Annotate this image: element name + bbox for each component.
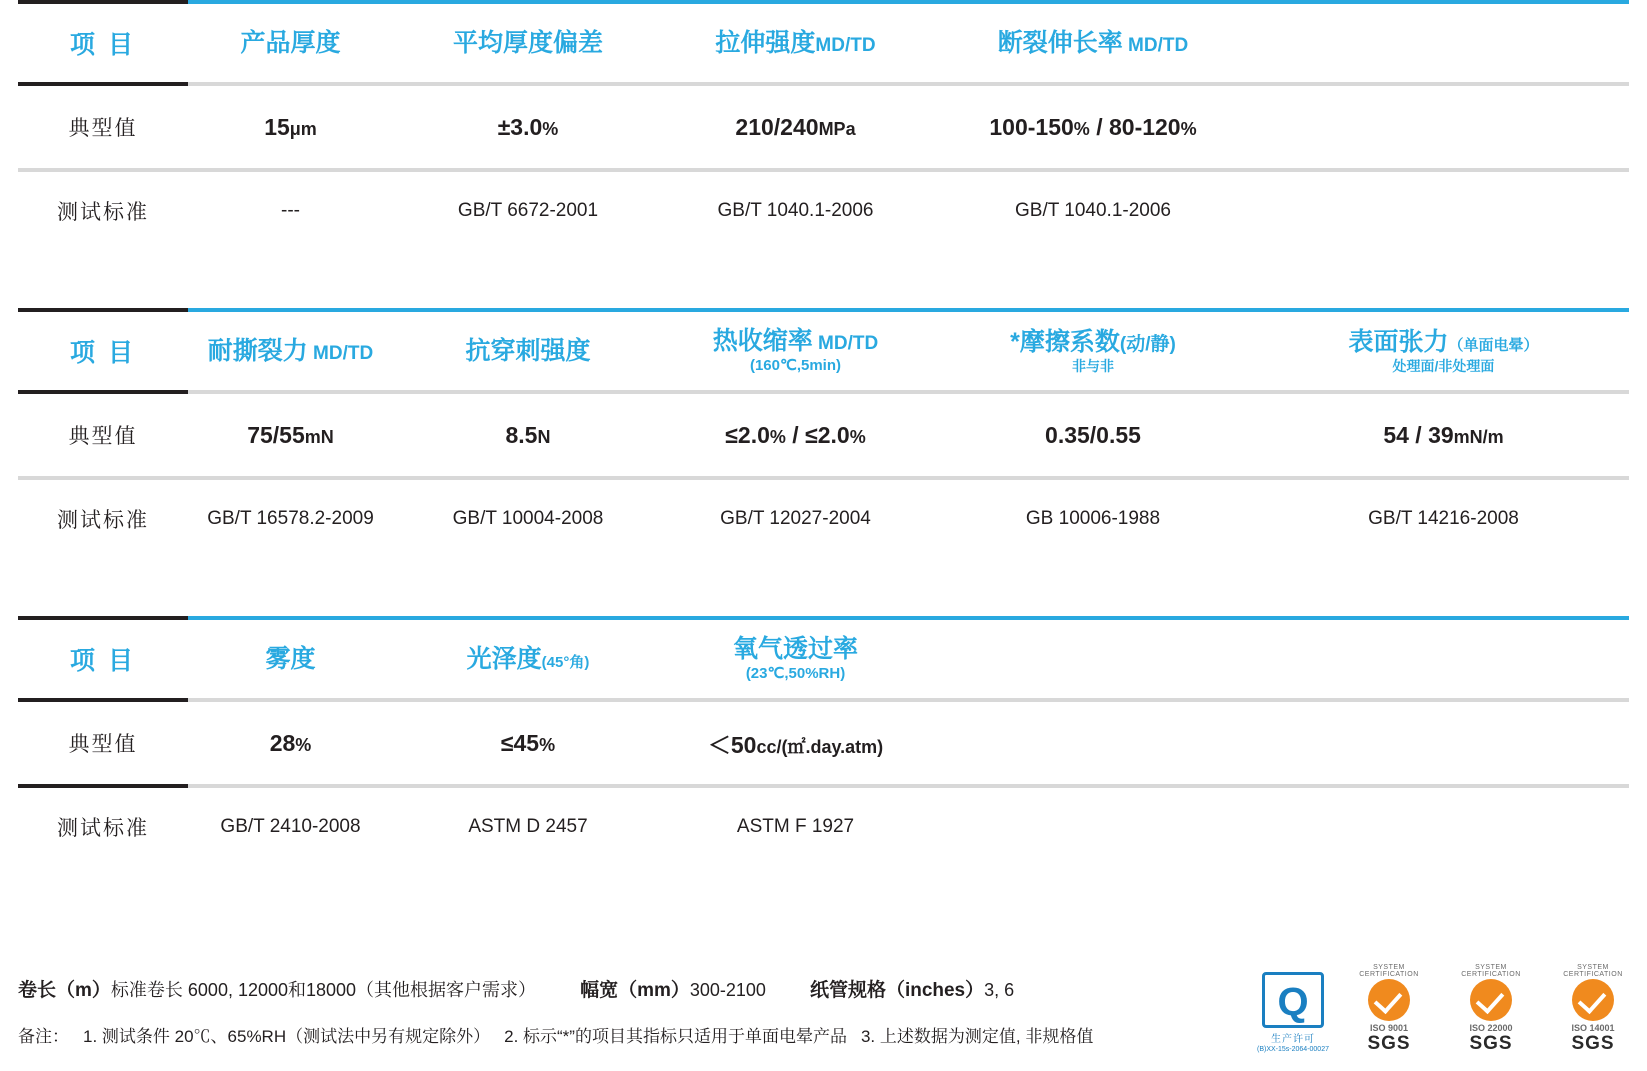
typical-value-cell (928, 86, 1258, 168)
row-label-standard: 测试标准 (57, 201, 149, 224)
column-header (928, 312, 1258, 390)
sgs-brand: SGS (1571, 1033, 1615, 1054)
column-header (928, 4, 1258, 82)
block-gap (18, 558, 1629, 616)
typical-unit: % (769, 426, 786, 447)
column-header-suffix: MD/TD (307, 343, 374, 364)
standard-cell: GB/T 14216-2008 (1368, 508, 1519, 529)
column-header (663, 312, 928, 390)
typical-unit: MPa (818, 118, 856, 139)
typical-unit: N (537, 426, 551, 447)
column-header (188, 4, 393, 82)
column-header-main: *摩擦系数 (1010, 327, 1120, 356)
standard-cell-empty (928, 788, 1258, 866)
column-header-main: 平均厚度偏差 (452, 29, 603, 57)
spec-label-roll-length: 卷长（m） (18, 980, 111, 1001)
column-header (663, 620, 928, 698)
sgs-iso-label: ISO 22000 (1469, 1023, 1513, 1033)
standard-cell: ASTM F 1927 (736, 816, 855, 837)
typical-value-empty (928, 702, 1258, 784)
typical-value-cell (188, 702, 393, 784)
column-header-suffix: (45°角) (541, 654, 590, 671)
typical-value: 0.35/0.55 (1045, 421, 1141, 448)
typical-unit: % (539, 734, 556, 755)
certification-logos (1255, 964, 1637, 1053)
row-label-standard: 测试标准 (57, 817, 149, 840)
standard-cell: GB/T 16578.2-2009 (207, 508, 374, 529)
column-header (663, 4, 928, 82)
typical-value-cell (663, 394, 928, 476)
typical-value: 15 (264, 113, 290, 140)
spec-block-2 (18, 308, 1629, 558)
typical-value-cell (188, 394, 393, 476)
column-header-main: 表面张力 (1348, 327, 1449, 356)
sgs-arc-text: SYSTEM CERTIFICATION (1359, 964, 1419, 978)
typical-value: ±3.0 (497, 113, 543, 140)
column-header-main: 氧气透过率 (732, 634, 858, 663)
standard-row (18, 480, 1629, 558)
typical-value-cell (188, 86, 393, 168)
typical-value: 8.5 (505, 421, 538, 448)
typical-value-row (18, 702, 1629, 784)
typical-unit: % (295, 734, 312, 755)
typical-value-cell (393, 86, 663, 168)
table-header-row (18, 312, 1629, 390)
typical-value: 100-150 (989, 113, 1074, 140)
column-header-main: 断裂伸长率 (997, 29, 1123, 57)
typical-value-row (18, 86, 1629, 168)
spec-value-roll-length: 标准卷长 6000, 12000和18000（其他根据客户需求） (110, 980, 537, 1000)
typical-value-cell (928, 394, 1258, 476)
column-header-sub: 非与非 (1072, 357, 1114, 374)
standard-cell: GB/T 2410-2008 (220, 816, 361, 837)
row-label-typical: 典型值 (68, 733, 138, 756)
standard-cell: GB 10006-1988 (1025, 508, 1161, 529)
spec-table-3 (18, 616, 1629, 866)
typical-value-cell (663, 86, 928, 168)
spec-block-3 (18, 616, 1629, 866)
block-gap (18, 250, 1629, 308)
column-header-main: 热收缩率 (712, 326, 813, 355)
note-item: 3. 上述数据为测定值, 非规格值 (860, 1027, 1094, 1046)
row-label-typical: 典型值 (68, 425, 138, 448)
spec-label-core: 纸管规格（inches） (809, 980, 985, 1001)
standard-row (18, 788, 1629, 866)
q-mark: Q (1262, 972, 1324, 1028)
sgs-arc-text: SYSTEM CERTIFICATION (1563, 964, 1623, 978)
standard-cell: GB/T 1040.1-2006 (717, 200, 874, 221)
sgs-brand: SGS (1367, 1033, 1411, 1054)
typical-value-row (18, 394, 1629, 476)
column-header (188, 312, 393, 390)
column-header-sub: 处理面/非处理面 (1392, 357, 1495, 374)
spec-label-width: 幅宽（mm） (580, 980, 690, 1001)
production-license-q-icon (1255, 972, 1331, 1053)
check-icon (1572, 979, 1614, 1021)
typical-value-2: / ≤2.0 (785, 421, 850, 448)
typical-unit: μm (289, 118, 317, 139)
note-item: 2. 标示“*”的项目其指标只适用于单面电晕产品 (504, 1027, 847, 1046)
typical-unit: mN (304, 426, 334, 447)
typical-value: ≤45 (500, 729, 540, 756)
row-label-header: 项 目 (70, 339, 136, 367)
typical-value-cell (663, 702, 928, 784)
spec-value-width: 300-2100 (689, 980, 766, 1000)
column-header (393, 312, 663, 390)
spec-table-1 (18, 0, 1629, 250)
row-label-header: 项 目 (70, 647, 136, 675)
typical-unit-2: % (1180, 118, 1197, 139)
check-icon (1368, 979, 1410, 1021)
notes-prefix: 备注： (18, 1027, 69, 1046)
standard-cell: GB/T 10004-2008 (452, 508, 604, 529)
typical-value: ≤2.0 (725, 421, 770, 448)
standard-row (18, 172, 1629, 250)
table-header-row (18, 620, 1629, 698)
sgs-iso22000-icon (1447, 964, 1535, 1053)
sgs-iso14001-icon (1549, 964, 1637, 1053)
sgs-iso-label: ISO 9001 (1369, 1023, 1409, 1033)
typical-value: 75/55 (247, 421, 305, 448)
row-label-header: 项 目 (70, 31, 136, 59)
typical-unit: mN/m (1453, 426, 1504, 447)
row-label-standard: 测试标准 (57, 509, 149, 532)
note-item: 1. 测试条件 20℃、65%RH（测试法中另有规定除外） (83, 1027, 491, 1046)
typical-unit: % (542, 118, 559, 139)
typical-value-cell (393, 394, 663, 476)
column-header (393, 4, 663, 82)
column-header-empty (928, 620, 1258, 698)
standard-cell: GB/T 6672-2001 (457, 200, 599, 221)
typical-unit-2: % (849, 426, 866, 447)
column-header-suffix: MD/TD (812, 332, 879, 354)
typical-value: ＜50 (707, 731, 757, 758)
typical-value: 210/240 (735, 113, 819, 140)
row-label-typical: 典型值 (68, 117, 138, 140)
sgs-iso9001-icon (1345, 964, 1433, 1053)
standard-cell: GB/T 1040.1-2006 (1015, 200, 1171, 221)
column-header (1258, 312, 1629, 390)
typical-value-empty (1258, 702, 1629, 784)
standard-cell-empty (1258, 788, 1629, 866)
sgs-iso-label: ISO 14001 (1571, 1023, 1615, 1033)
column-header-main: 拉伸强度 (715, 29, 816, 57)
check-icon (1470, 979, 1512, 1021)
standard-cell: GB/T 12027-2004 (720, 508, 871, 529)
column-header-main: 雾度 (265, 645, 316, 673)
column-header-main: 光泽度 (466, 645, 542, 673)
column-header-main: 抗穿刺强度 (465, 337, 591, 365)
typical-value-cell (1258, 394, 1629, 476)
standard-cell: ASTM D 2457 (468, 816, 588, 837)
typical-unit: % (1073, 118, 1090, 139)
table-header-row (18, 4, 1629, 82)
column-header-main: 耐撕裂力 (207, 337, 308, 365)
sgs-arc-text: SYSTEM CERTIFICATION (1461, 964, 1521, 978)
column-header-suffix: MD/TD (1122, 35, 1189, 56)
column-header-empty (1258, 4, 1629, 82)
column-header-empty (1258, 620, 1629, 698)
column-header-suffix: (动/静) (1119, 333, 1176, 355)
q-license-number: (B)XX-15s-2064-00027 (1257, 1046, 1329, 1053)
standard-cell-empty (1258, 172, 1629, 250)
q-license-label: 生产许可 (1271, 1034, 1315, 1045)
column-header-sub: (23℃,50%RH) (745, 664, 846, 682)
typical-value-2: / 80-120 (1089, 113, 1181, 140)
typical-value: 28 (269, 729, 296, 756)
column-header (393, 620, 663, 698)
spec-table-2 (18, 308, 1629, 558)
spec-value-core: 3, 6 (984, 980, 1015, 1000)
typical-unit: cc/(㎡.day.atm) (756, 736, 884, 757)
column-header-suffix: MD/TD (815, 35, 876, 56)
column-header-suffix: （单面电晕） (1448, 336, 1539, 354)
column-header-sub: (160℃,5min) (749, 356, 842, 374)
typical-value: 54 / 39 (1383, 421, 1454, 448)
typical-value-empty (1258, 86, 1629, 168)
column-header (188, 620, 393, 698)
spec-block-1 (18, 0, 1629, 250)
standard-cell: --- (281, 200, 300, 221)
typical-value-cell (393, 702, 663, 784)
column-header-main: 产品厚度 (240, 29, 341, 57)
sgs-brand: SGS (1469, 1033, 1513, 1054)
